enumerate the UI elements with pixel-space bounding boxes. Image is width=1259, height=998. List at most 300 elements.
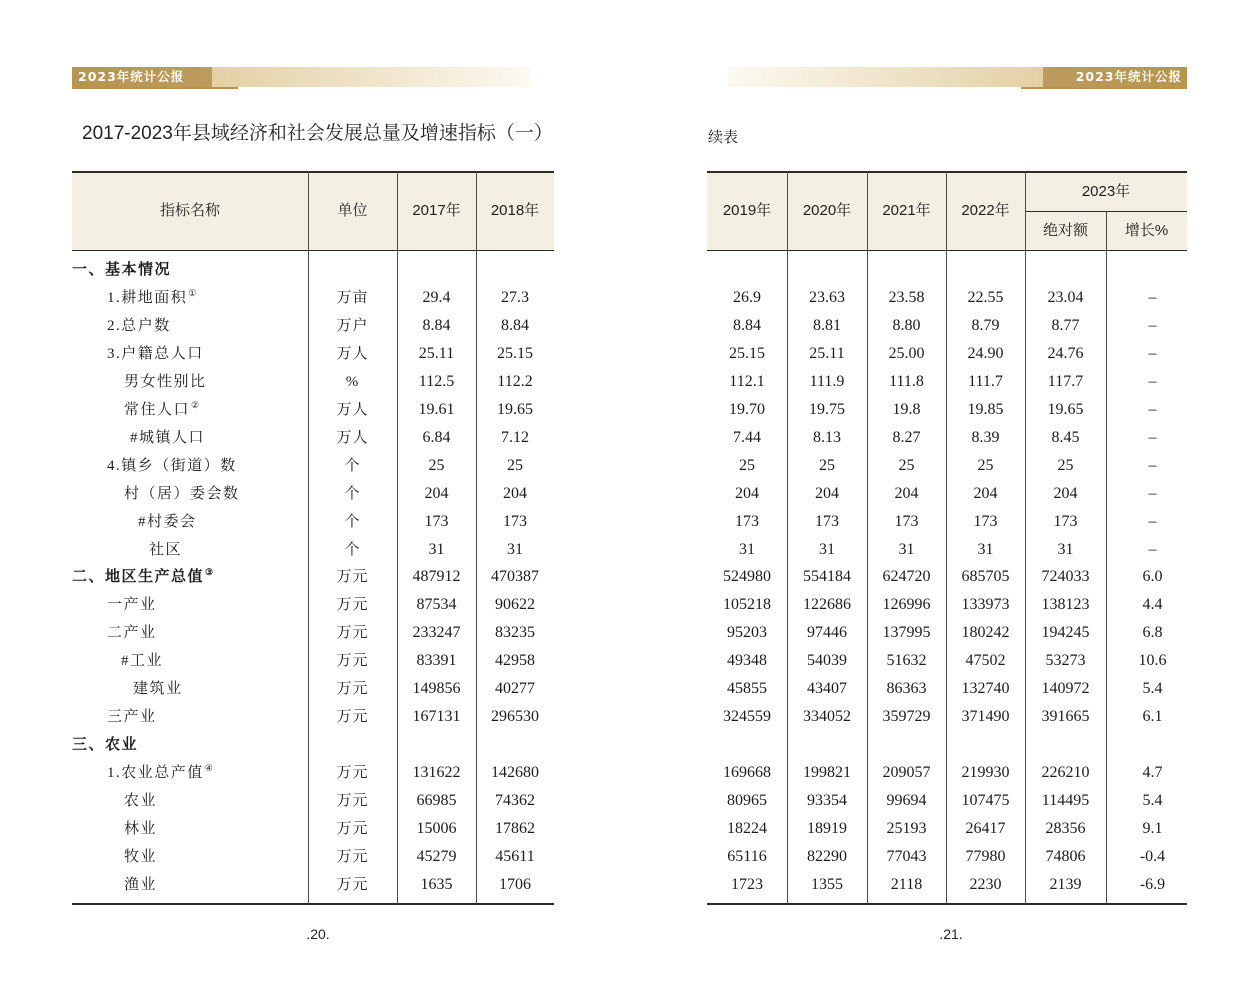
value-2021: 8.80	[892, 317, 921, 334]
section-heading	[72, 732, 138, 758]
value-2020: 25.11	[809, 345, 845, 362]
value-2022: 19.85	[967, 401, 1004, 418]
value-2022: 219930	[961, 764, 1010, 781]
table-row-left	[72, 369, 554, 395]
value-2019: 65116	[727, 848, 767, 865]
growth-2023: –	[1148, 345, 1157, 362]
unit-cell: 万人	[336, 346, 369, 362]
value-2023-absolute: 25	[1057, 457, 1074, 474]
indicator-label: 建筑业	[133, 681, 183, 697]
value-2022: 31	[977, 541, 994, 558]
value-2022: 47502	[965, 652, 1006, 669]
running-header-band-right	[728, 67, 1043, 87]
growth-2023: 4.7	[1142, 764, 1163, 781]
unit-cell: 万元	[336, 709, 369, 725]
table-row-left	[72, 844, 554, 870]
section-row-right	[707, 732, 1187, 758]
value-2022: 22.55	[967, 289, 1004, 306]
value-2017: 19.61	[418, 401, 455, 418]
value-2021: 204	[894, 485, 919, 502]
unit-cell: %	[345, 374, 360, 390]
value-2017: 66985	[416, 792, 457, 809]
table-row-right	[707, 341, 1187, 367]
value-2021: 23.58	[888, 289, 925, 306]
value-2022: 204	[973, 485, 998, 502]
growth-2023: –	[1148, 513, 1157, 530]
indicator-label: 1.耕地面积	[107, 290, 188, 306]
indicator-label: 村（居）委会数	[124, 486, 240, 502]
table-row-right	[707, 592, 1187, 618]
table-row-right	[707, 704, 1187, 730]
indicator-name	[107, 453, 237, 479]
table-row-right	[707, 453, 1187, 479]
value-2020: 122686	[803, 596, 851, 613]
value-2018: 204	[503, 485, 527, 502]
footnote-marker: ②	[191, 400, 200, 410]
value-2018: 42958	[495, 652, 535, 669]
indicator-label: 林业	[124, 821, 158, 837]
value-2023-absolute: 53273	[1045, 652, 1086, 669]
value-2017: 149856	[412, 680, 461, 697]
indicator-label: 社区	[149, 542, 183, 558]
value-2019: 324559	[723, 708, 771, 725]
value-2020: 8.81	[813, 317, 841, 334]
indicator-name	[124, 481, 240, 507]
indicator-name	[133, 676, 183, 702]
table-row-left	[72, 453, 554, 479]
table-row-right	[707, 872, 1187, 898]
unit-cell: 万元	[336, 821, 369, 837]
column-header-absolute: 绝对额	[1042, 222, 1088, 239]
column-header-2017: 2017年	[412, 202, 461, 219]
value-2017: 87534	[416, 596, 457, 613]
indicator-label: #村委会	[138, 514, 197, 530]
value-2020: 23.63	[809, 289, 845, 306]
value-2018: 173	[503, 513, 527, 530]
value-2023-absolute: 724033	[1041, 568, 1090, 585]
value-2018: 142680	[491, 764, 539, 781]
unit-cell: 万元	[336, 625, 369, 641]
value-2020: 111.9	[809, 373, 845, 390]
value-2020: 8.13	[813, 429, 841, 446]
table-row-right	[707, 509, 1187, 535]
table-row-left	[72, 425, 554, 451]
value-2022: 685705	[961, 568, 1010, 585]
value-2019: 45855	[727, 680, 767, 697]
column-header-2019: 2019年	[722, 202, 772, 219]
indicator-label: 二、地区生产总值	[72, 569, 205, 585]
value-2017: 15006	[416, 820, 457, 837]
growth-2023: 5.4	[1142, 680, 1163, 697]
value-2021: 624720	[882, 568, 931, 585]
column-header-unit: 单位	[337, 202, 368, 219]
value-2021: 137995	[882, 624, 931, 641]
value-2018: 25	[507, 457, 523, 474]
table-bottom-rule	[707, 903, 1187, 905]
table-row-right	[707, 648, 1187, 674]
value-2023-absolute: 140972	[1041, 680, 1090, 697]
value-2022: 173	[973, 513, 998, 530]
indicator-name	[124, 397, 199, 423]
unit-cell: 万元	[336, 597, 369, 613]
growth-2023: -6.9	[1139, 876, 1166, 893]
value-2017: 45279	[416, 848, 457, 865]
unit-cell: 万元	[336, 793, 369, 809]
table-header-rule	[707, 250, 1187, 251]
indicator-label: 牧业	[124, 849, 158, 865]
indicator-name	[107, 704, 157, 730]
indicator-name	[124, 844, 157, 870]
indicator-label: 一、基本情况	[72, 262, 172, 278]
value-2018: 40277	[495, 680, 535, 697]
table-title: 2017-2023年县域经济和社会发展总量及增速指标（一）	[82, 123, 553, 144]
unit-cell: 万元	[336, 569, 369, 585]
indicator-name	[107, 341, 204, 367]
indicator-name	[130, 425, 205, 451]
table-row-right	[707, 676, 1187, 702]
value-2021: 359729	[882, 708, 931, 725]
indicator-name	[124, 872, 157, 898]
table-row-left	[72, 285, 554, 311]
value-2020: 43407	[807, 680, 847, 697]
growth-2023: –	[1148, 429, 1157, 446]
value-2022: 107475	[961, 792, 1010, 809]
table-row-left	[72, 788, 554, 814]
value-2018: 74362	[495, 792, 535, 809]
unit-cell: 万户	[336, 318, 369, 334]
section-row-left	[72, 257, 554, 283]
unit-cell: 万元	[336, 653, 369, 669]
table-row-right	[707, 760, 1187, 786]
growth-2023: 6.8	[1142, 624, 1163, 641]
section-row-left	[72, 564, 554, 590]
indicator-label: 3.户籍总人口	[107, 346, 204, 362]
value-2020: 31	[819, 541, 835, 558]
running-header-tag-left: 2023年统计公报	[72, 67, 212, 87]
column-header-2021: 2021年	[882, 202, 931, 219]
value-2019: 49348	[727, 652, 767, 669]
value-2022: 2230	[969, 876, 1002, 893]
running-header-rule-left	[72, 87, 238, 89]
value-2020: 204	[815, 485, 839, 502]
value-2020: 19.75	[809, 401, 845, 418]
unit-cell: 个	[344, 486, 361, 502]
table-row-right	[707, 313, 1187, 339]
indicator-label: 2.总户数	[107, 318, 171, 334]
value-2018: 8.84	[501, 317, 529, 334]
value-2021: 19.8	[892, 401, 921, 418]
value-2017: 83391	[416, 652, 457, 669]
section-heading	[72, 564, 213, 590]
table-row-right	[707, 481, 1187, 507]
running-header-tag-right: 2023年统计公报	[1043, 67, 1187, 87]
value-2023-absolute: 173	[1053, 513, 1078, 530]
unit-cell: 个	[344, 542, 361, 558]
value-2022: 8.39	[971, 429, 1000, 446]
table-row-left	[72, 760, 554, 786]
value-2018: 296530	[491, 708, 539, 725]
indicator-label: 三产业	[107, 709, 157, 725]
value-2017: 167131	[412, 708, 461, 725]
value-2019: 1723	[731, 876, 763, 893]
value-2019: 204	[735, 485, 759, 502]
value-2020: 25	[819, 457, 835, 474]
value-2020: 334052	[803, 708, 851, 725]
value-2021: 126996	[882, 596, 931, 613]
value-2018: 7.12	[501, 429, 529, 446]
value-2017: 25.11	[418, 345, 455, 362]
value-2023-absolute: 31	[1057, 541, 1074, 558]
value-2022: 133973	[961, 596, 1010, 613]
value-2021: 86363	[886, 680, 927, 697]
table-row-right	[707, 816, 1187, 842]
value-2020: 199821	[803, 764, 851, 781]
value-2021: 173	[894, 513, 919, 530]
table-row-left	[72, 592, 554, 618]
value-2022: 132740	[961, 680, 1010, 697]
growth-2023: 6.0	[1142, 568, 1163, 585]
table-bottom-rule	[72, 903, 554, 905]
indicator-name	[107, 620, 157, 646]
value-2017: 173	[424, 513, 449, 530]
table-row-left	[72, 481, 554, 507]
value-2022: 111.7	[968, 373, 1003, 390]
value-2022: 180242	[961, 624, 1010, 641]
value-2022: 24.90	[967, 345, 1004, 362]
growth-2023: –	[1148, 401, 1157, 418]
value-2022: 371490	[961, 708, 1010, 725]
indicator-label: 常住人口	[124, 402, 191, 418]
indicator-name	[124, 788, 157, 814]
growth-2023: 5.4	[1142, 792, 1163, 809]
unit-cell: 万元	[336, 681, 369, 697]
value-2019: 169668	[723, 764, 771, 781]
value-2019: 18224	[727, 820, 767, 837]
indicator-name	[107, 285, 196, 311]
value-2019: 95203	[727, 624, 767, 641]
page-number-left: .20.	[306, 926, 330, 942]
growth-2023: 9.1	[1142, 820, 1163, 837]
unit-cell: 万元	[336, 877, 369, 893]
table-row-left	[72, 816, 554, 842]
unit-cell: 个	[344, 458, 361, 474]
value-2017: 31	[428, 541, 445, 558]
value-2023-absolute: 23.04	[1047, 289, 1084, 306]
table-row-left	[72, 872, 554, 898]
unit-cell: 万人	[336, 430, 369, 446]
indicator-label: 三、农业	[72, 737, 139, 753]
value-2023-absolute: 8.45	[1051, 429, 1080, 446]
value-2023-absolute: 28356	[1045, 820, 1086, 837]
table-row-right	[707, 397, 1187, 423]
column-header-2022: 2022年	[961, 202, 1010, 219]
table-row-right	[707, 425, 1187, 451]
growth-2023: -0.4	[1139, 848, 1166, 865]
footnote-marker: ③	[205, 567, 214, 577]
value-2019: 25	[739, 457, 755, 474]
value-2017: 8.84	[422, 317, 451, 334]
value-2023-absolute: 8.77	[1051, 317, 1080, 334]
indicator-name	[149, 537, 182, 563]
value-2023-absolute: 204	[1053, 485, 1078, 502]
unit-cell: 个	[344, 514, 361, 530]
unit-cell: 万元	[336, 765, 369, 781]
table-row-left	[72, 537, 554, 563]
value-2018: 1706	[499, 876, 531, 893]
unit-cell: 万亩	[336, 290, 369, 306]
value-2021: 25.00	[888, 345, 925, 362]
table-row-right	[707, 285, 1187, 311]
value-2020: 54039	[807, 652, 847, 669]
column-group-header-2023: 2023年	[1081, 183, 1131, 200]
table-row-left	[72, 397, 554, 423]
value-2023-absolute: 19.65	[1047, 401, 1084, 418]
value-2020: 173	[815, 513, 839, 530]
value-2017: 29.4	[422, 289, 451, 306]
value-2021: 51632	[886, 652, 927, 669]
column-header-growth: 增长%	[1124, 222, 1169, 239]
indicator-label: #工业	[121, 653, 164, 669]
indicator-label: 二产业	[107, 625, 157, 641]
table-row-left	[72, 620, 554, 646]
value-2021: 99694	[886, 792, 927, 809]
indicator-name	[107, 760, 213, 786]
table-row-left	[72, 704, 554, 730]
growth-2023: –	[1148, 317, 1157, 334]
value-2019: 7.44	[733, 429, 761, 446]
footnote-marker: ④	[204, 763, 213, 773]
value-2018: 19.65	[497, 401, 533, 418]
value-2017: 112.5	[418, 373, 455, 390]
value-2022: 26417	[965, 820, 1006, 837]
value-2023-absolute: 24.76	[1047, 345, 1084, 362]
column-header-2018: 2018年	[490, 202, 540, 219]
value-2020: 554184	[803, 568, 851, 585]
section-heading	[72, 257, 171, 283]
value-2019: 25.15	[729, 345, 765, 362]
growth-2023: –	[1148, 541, 1157, 558]
running-header-band-left	[212, 67, 530, 87]
value-2017: 204	[424, 485, 449, 502]
value-2018: 17862	[495, 820, 535, 837]
value-2023-absolute: 114495	[1041, 792, 1090, 809]
continued-label: 续表	[708, 129, 739, 146]
indicator-label: 男女性别比	[124, 374, 207, 390]
value-2022: 8.79	[971, 317, 1000, 334]
growth-2023: –	[1148, 289, 1157, 306]
growth-2023: 10.6	[1138, 652, 1167, 669]
running-header-rule-right	[1021, 87, 1187, 89]
value-2019: 8.84	[733, 317, 761, 334]
indicator-name	[121, 648, 163, 674]
value-2023-absolute: 138123	[1041, 596, 1090, 613]
footnote-marker: ①	[188, 288, 197, 298]
value-2023-absolute: 194245	[1041, 624, 1090, 641]
column-header-2020: 2020年	[802, 202, 852, 219]
table-row-right	[707, 788, 1187, 814]
value-2021: 111.8	[889, 373, 924, 390]
table-row-left	[72, 676, 554, 702]
value-2017: 25	[428, 457, 445, 474]
value-2018: 83235	[495, 624, 535, 641]
value-2021: 77043	[886, 848, 927, 865]
value-2019: 26.9	[733, 289, 761, 306]
indicator-label: 渔业	[124, 877, 158, 893]
section-row-right	[707, 564, 1187, 590]
value-2018: 112.2	[497, 373, 533, 390]
value-2023-absolute: 226210	[1041, 764, 1090, 781]
value-2021: 8.27	[892, 429, 921, 446]
value-2018: 45611	[495, 848, 535, 865]
table-row-left	[72, 313, 554, 339]
growth-2023: 4.4	[1142, 596, 1163, 613]
table-row-right	[707, 844, 1187, 870]
value-2021: 209057	[882, 764, 931, 781]
indicator-name	[107, 313, 171, 339]
unit-cell: 万人	[336, 402, 369, 418]
indicator-label: 一产业	[107, 597, 157, 613]
growth-2023: –	[1148, 373, 1157, 390]
column-header-name: 指标名称	[159, 202, 220, 219]
table-row-left	[72, 341, 554, 367]
table-row-right	[707, 620, 1187, 646]
value-2021: 25193	[886, 820, 927, 837]
indicator-name	[107, 592, 157, 618]
value-2020: 18919	[807, 820, 847, 837]
indicator-name	[124, 816, 157, 842]
value-2018: 90622	[495, 596, 535, 613]
value-2021: 25	[898, 457, 915, 474]
value-2019: 173	[735, 513, 759, 530]
value-2019: 19.70	[729, 401, 765, 418]
table-row-left	[72, 648, 554, 674]
indicator-label: #城镇人口	[130, 430, 206, 446]
indicator-label: 农业	[124, 793, 158, 809]
value-2018: 25.15	[497, 345, 533, 362]
value-2018: 470387	[491, 568, 539, 585]
value-2021: 31	[898, 541, 915, 558]
indicator-label: 4.镇乡（街道）数	[107, 458, 237, 474]
value-2023-absolute: 2139	[1049, 876, 1082, 893]
page-number-right: .21.	[939, 926, 963, 942]
value-2019: 80965	[727, 792, 767, 809]
value-2023-absolute: 391665	[1041, 708, 1090, 725]
table-header-rule	[72, 250, 554, 251]
section-row-right	[707, 257, 1187, 283]
value-2020: 97446	[807, 624, 847, 641]
value-2023-absolute: 117.7	[1047, 373, 1084, 390]
growth-2023: –	[1148, 457, 1157, 474]
growth-2023: –	[1148, 485, 1157, 502]
value-2019: 105218	[723, 596, 771, 613]
value-2017: 487912	[412, 568, 461, 585]
value-2022: 77980	[965, 848, 1006, 865]
value-2017: 6.84	[422, 429, 451, 446]
value-2018: 27.3	[501, 289, 529, 306]
value-2020: 82290	[807, 848, 847, 865]
section-row-left	[72, 732, 554, 758]
value-2021: 2118	[890, 876, 923, 893]
indicator-name	[124, 369, 207, 395]
unit-cell: 万元	[336, 849, 369, 865]
value-2019: 31	[739, 541, 755, 558]
indicator-name	[138, 509, 197, 535]
value-2019: 112.1	[729, 373, 765, 390]
table-row-right	[707, 369, 1187, 395]
value-2017: 131622	[412, 764, 461, 781]
growth-2023: 6.1	[1142, 708, 1163, 725]
value-2019: 524980	[723, 568, 771, 585]
